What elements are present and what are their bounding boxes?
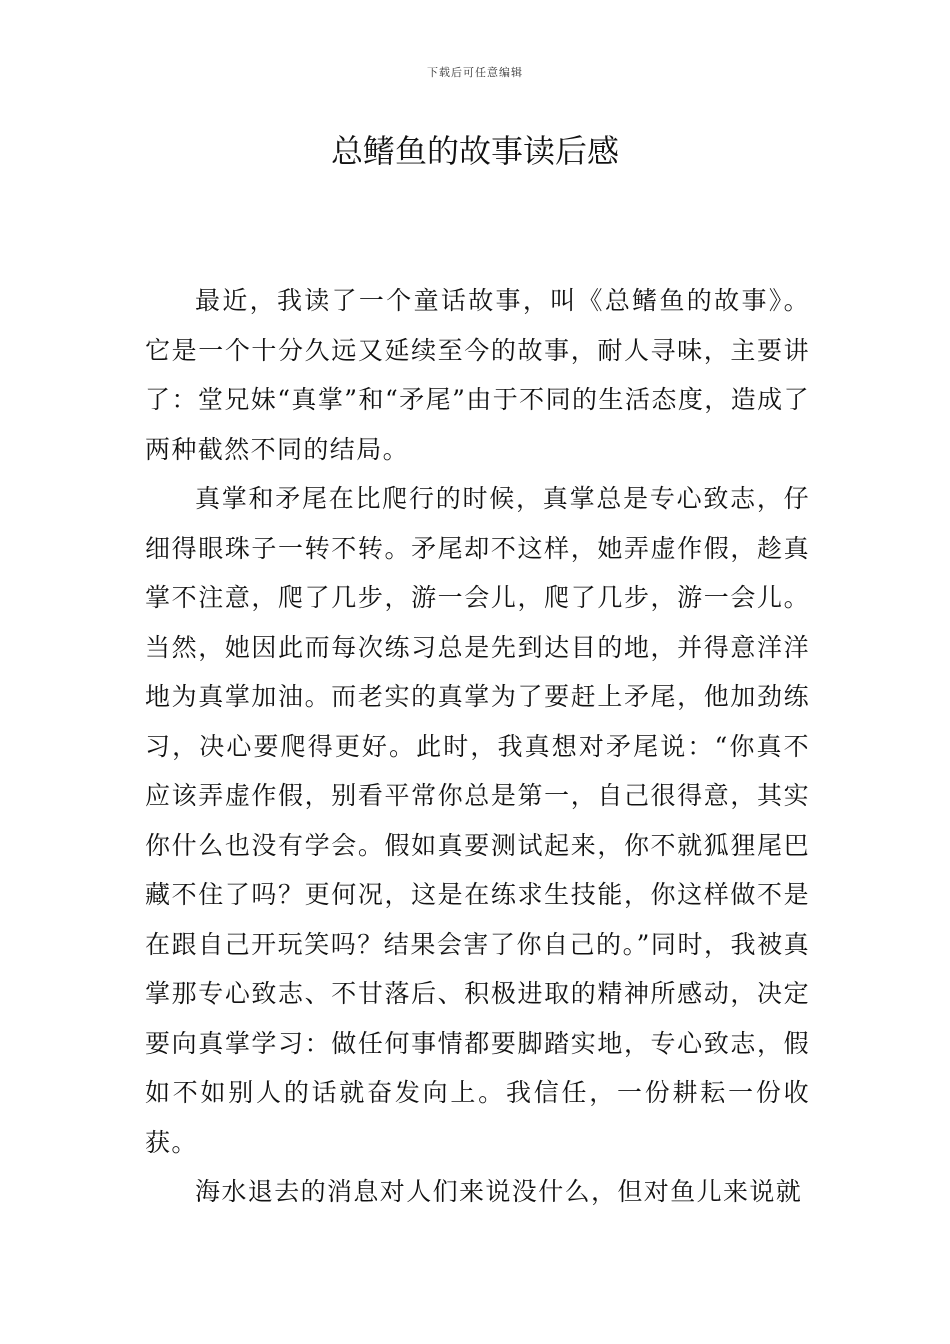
paragraph-1: 最近，我读了一个童话故事，叫《总鳍鱼的故事》。它是一个十分久远又延续至今的故事，耐人寻味，主要讲了：堂兄妹“真掌”和“矛尾”由于不同的生活态度，造成了两种截然不同的结局。 [145, 286, 810, 464]
document-body [145, 276, 810, 1217]
paragraph-3: 海水退去的消息对人们来说没什么，但对鱼儿来说就 [195, 1177, 803, 1206]
paragraph-2: 真掌和矛尾在比爬行的时候，真掌总是专心致志，仔细得眼珠子一转不转。矛尾却不这样，她弄虚作假，趁真掌不注意，爬了几步，游一会儿，爬了几步，游一会儿。当然，她因此而每次练习总是先到达目的地，并得意洋洋地为真掌加油。而老实的真掌为了要赶上矛尾，他加劲练习，决心要爬得更好。此时，我真想对矛尾说：“你真不应该弄虚作假，别看平常你总是第一，自己很得意，其实你什么也没有学会。假如真要测试起来，你不就狐狸尾巴藏不住了吗？更何况，这是在练求生技能，你这样做不是在跟自己开玩笑吗？结果会害了你自己的。”同时，我被真掌那专心致志、不甘落后、积极进取的精神所感动，决定要向真掌学习：做任何事情都要脚踏实地，专心致志，假如不如别人的话就奋发向上。我信任，一份耕耘一份收获。 [145, 484, 810, 1157]
header-note: 下载后可任意编辑 [427, 66, 523, 79]
document-title: 总鳍鱼的故事读后感 [330, 132, 619, 170]
